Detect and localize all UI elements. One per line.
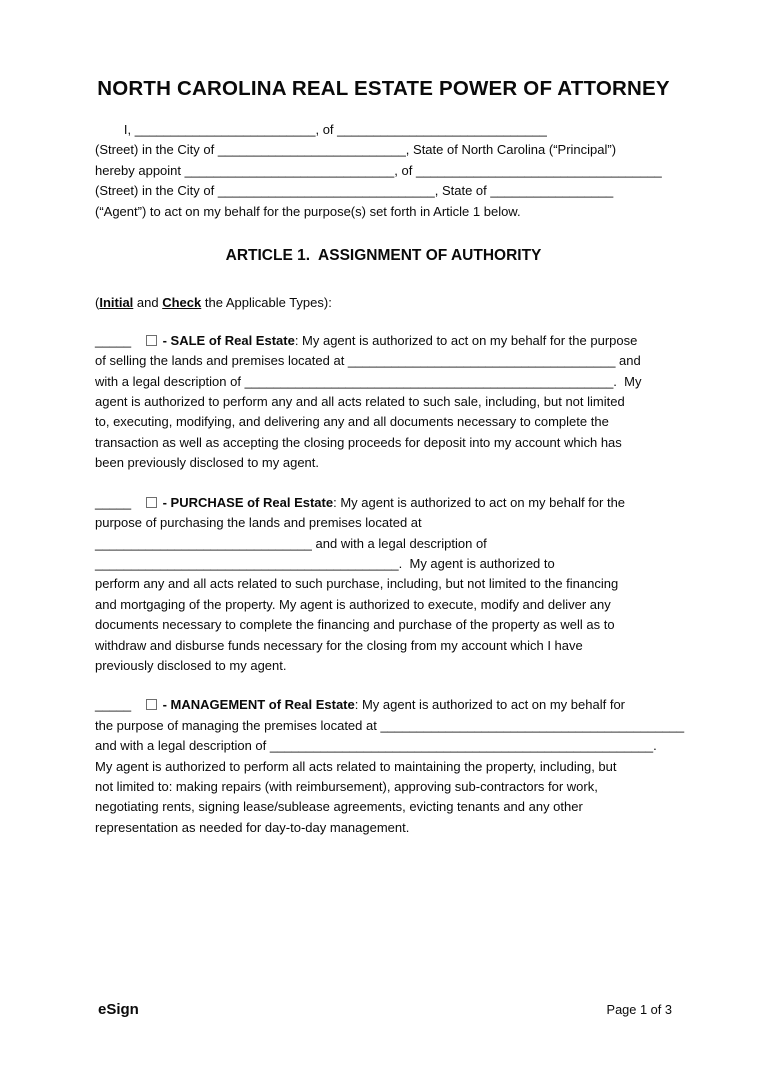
section-sale-first-line xyxy=(95,331,672,351)
form-line: not limited to: making repairs (with reimbursement), approving sub-contractors for work, xyxy=(95,778,598,794)
checkbox-icon xyxy=(146,497,157,508)
checkbox-icon xyxy=(146,335,157,346)
form-line: __________________________________________. My agent is authorized to xyxy=(95,555,555,571)
form-line: My agent is authorized to perform all acts related to maintaining the property, including, but xyxy=(95,758,617,774)
instruction-open-paren: ( xyxy=(95,295,100,311)
initial-blank: _____ xyxy=(95,494,146,510)
form-line: hereby appoint _____________________________, of __________________________________ xyxy=(95,162,662,178)
initial-label: Initial xyxy=(99,295,134,311)
form-line: and with a legal description of _____________________________________________________. xyxy=(95,738,657,754)
form-line: of selling the lands and premises located at _____________________________________ and xyxy=(95,353,641,369)
form-line: negotiating rents, signing lease/sublease agreements, evicting tenants and any other xyxy=(95,799,583,815)
section-purchase-first-line xyxy=(95,493,672,513)
instruction-and: and xyxy=(133,295,163,311)
instruction-line xyxy=(95,293,672,313)
document-title: NORTH CAROLINA REAL ESTATE POWER OF ATTORNEY xyxy=(97,77,670,100)
section-sale-first-line-rest: : My agent is authorized to act on my behalf for the purpose xyxy=(294,332,638,348)
section-sale-label: - SALE of Real Estate xyxy=(162,332,295,348)
form-line: and mortgaging of the property. My agent is authorized to execute, modify and deliver any xyxy=(95,596,611,612)
section-purchase-first-line-rest: : My agent is authorized to act on my behalf for the xyxy=(333,494,626,510)
form-line: been previously disclosed to my agent. xyxy=(95,455,320,471)
section-purchase-label: - PURCHASE of Real Estate xyxy=(162,494,334,510)
form-line: (“Agent”) to act on my behalf for the purpose(s) set forth in Article 1 below. xyxy=(95,203,521,219)
section-management-first-line-rest: : My agent is authorized to act on my behalf for xyxy=(354,697,626,713)
page-number: Page 1 of 3 xyxy=(606,1002,672,1017)
intro-paragraph xyxy=(95,120,672,222)
section-sale-body xyxy=(95,351,672,473)
section-management xyxy=(95,695,685,838)
section-management-label: - MANAGEMENT of Real Estate xyxy=(162,697,355,713)
form-line: to, executing, modifying, and delivering any and all documents necessary to complete the xyxy=(95,414,609,430)
form-line: previously disclosed to my agent. xyxy=(95,657,287,673)
form-line: representation as needed for day-to-day management. xyxy=(95,819,410,835)
form-line: agent is authorized to perform any and all acts related to such sale, including, but not limited xyxy=(95,394,625,410)
initial-blank: _____ xyxy=(95,697,146,713)
check-label: Check xyxy=(162,295,202,311)
form-line: I, _________________________, of _____________________________ xyxy=(95,122,547,137)
form-line: the purpose of managing the premises located at __________________________________________ xyxy=(95,717,685,733)
form-line: (Street) in the City of __________________________, State of North Carolina (“Principal”) xyxy=(95,142,617,158)
section-purchase-body xyxy=(95,513,672,676)
document-page xyxy=(0,76,768,1070)
checkbox-icon xyxy=(146,699,157,710)
form-line: documents necessary to complete the financing and purchase of the property as well as to xyxy=(95,617,615,633)
document-content xyxy=(95,76,685,838)
form-line: perform any and all acts related to such purchase, including, but not limited to the financing xyxy=(95,576,619,592)
article-1-heading: ARTICLE 1. ASSIGNMENT OF AUTHORITY xyxy=(225,247,542,265)
form-line: ______________________________ and with a legal description of xyxy=(95,535,487,551)
form-line: withdraw and disburse funds necessary for the closing from my account which I have xyxy=(95,637,583,653)
section-purchase xyxy=(95,493,672,677)
form-line: transaction as well as accepting the closing proceeds for deposit into my account which has xyxy=(95,434,622,450)
instruction-rest: the Applicable Types): xyxy=(201,295,332,311)
form-line: (Street) in the City of ______________________________, State of _________________ xyxy=(95,183,614,199)
section-management-first-line xyxy=(95,695,672,715)
esign-logo: eSign xyxy=(98,1001,139,1018)
initial-blank: _____ xyxy=(95,332,146,348)
section-sale xyxy=(95,331,672,474)
page-footer xyxy=(98,1000,672,1020)
section-management-body xyxy=(95,716,685,838)
form-line: purpose of purchasing the lands and premises located at xyxy=(95,515,422,531)
form-line: with a legal description of ___________________________________________________. My xyxy=(95,373,642,389)
